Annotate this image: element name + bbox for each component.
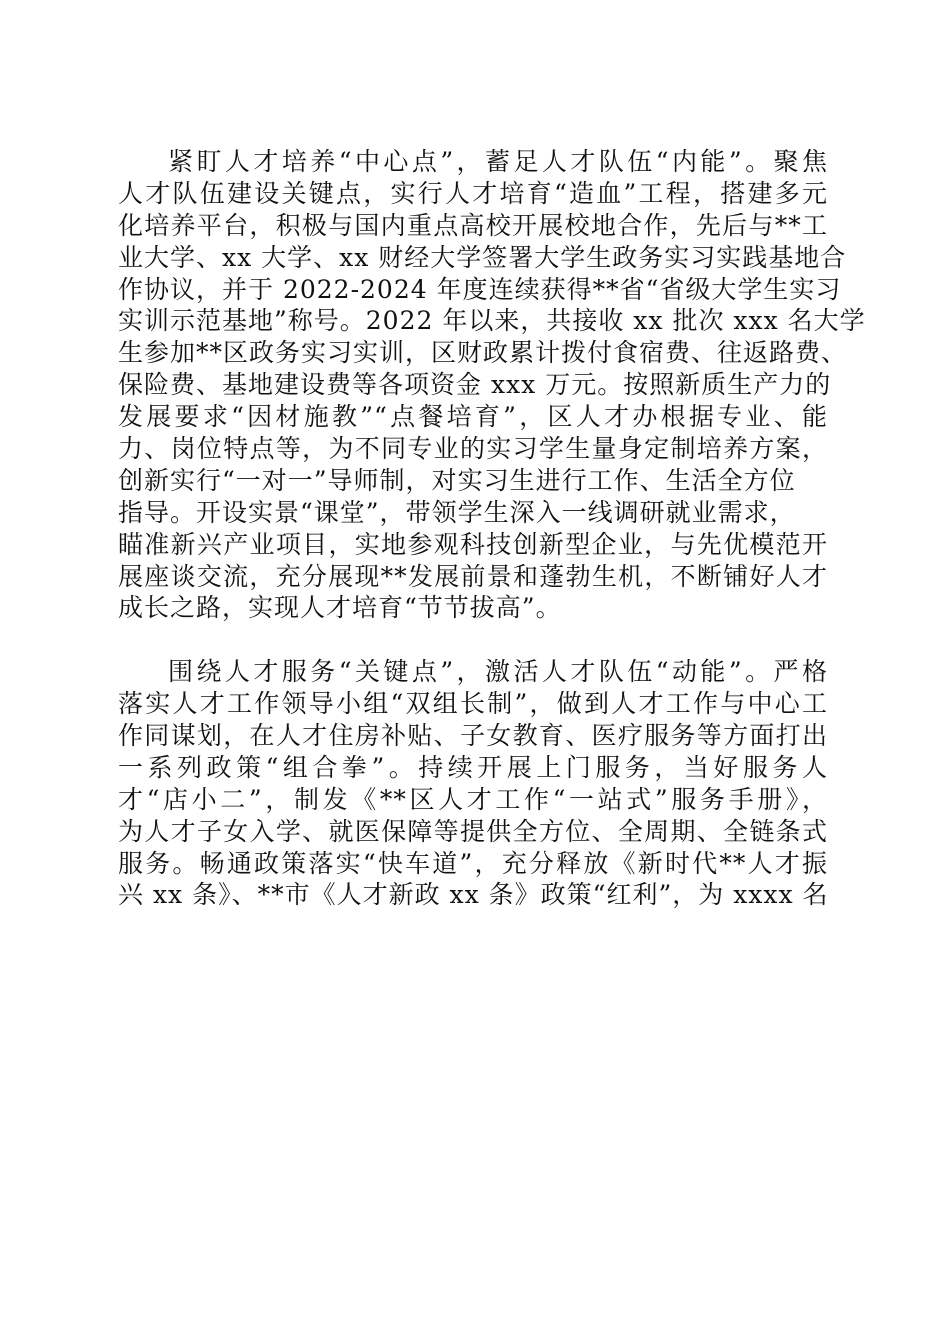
paragraph-line: 作同谋划，在人才住房补贴、子女教育、医疗服务等方面打出	[118, 721, 828, 751]
paragraph-line: 指导。开设实景“课堂”，带领学生深入一线调研就业需求，	[118, 497, 796, 527]
paragraph-line: 创新实行“一对一”导师制，对实习生进行工作、生活全方位	[118, 465, 796, 495]
paragraph-line: 力、岗位特点等，为不同专业的实习学生量身定制培养方案，	[118, 434, 828, 464]
paragraph-talent-training	[118, 146, 866, 624]
paragraph-line: 一系列政策“组合拳”。持续开展上门服务，当好服务人	[118, 752, 828, 782]
paragraph-line: 实训示范基地”称号。2022 年以来，共接收 xx 批次 xxx 名大学	[118, 306, 866, 336]
paragraph-line: 瞄准新兴产业项目，实地参观科技创新型企业，与先优模范开	[118, 529, 828, 559]
paragraph-line: 人才队伍建设关键点，实行人才培育“造血”工程，搭建多元	[118, 178, 828, 208]
paragraph-line: 成长之路，实现人才培育“节节拔高”。	[118, 593, 562, 623]
paragraph-line: 化培养平台，积极与国内重点高校开展校地合作，先后与**工	[118, 210, 828, 240]
paragraph-line: 展座谈交流，充分展现**发展前景和蓬勃生机，不断铺好人才	[118, 561, 828, 591]
paragraph-line: 紧盯人才培养“中心点”，蓄足人才队伍“内能”。聚焦	[168, 147, 828, 176]
paragraph-line: 围绕人才服务“关键点”，激活人才队伍“动能”。严格	[168, 657, 828, 687]
paragraph-line: 保险费、基地建设费等各项资金 xxx 万元。按照新质生产力的	[118, 370, 832, 400]
paragraph-line: 生参加**区政务实习实训，区财政累计拨付食宿费、往返路费、	[118, 338, 848, 368]
paragraph-line: 为人才子女入学、就医保障等提供全方位、全周期、全链条式	[118, 816, 828, 846]
paragraph-line: 落实人才工作领导小组“双组长制”，做到人才工作与中心工	[118, 689, 828, 719]
paragraph-line: 兴 xx 条》、**市《人才新政 xx 条》政策“红利”，为 xxxx 名	[118, 880, 829, 910]
paragraph-line: 才“店小二”，制发《**区人才工作“一站式”服务手册》，	[118, 784, 828, 814]
paragraph-spacer	[118, 624, 828, 656]
document-body	[118, 146, 866, 911]
paragraph-line: 业大学、xx 大学、xx 财经大学签署大学生政务实习实践基地合	[118, 242, 847, 272]
paragraph-line: 服务。畅通政策落实“快车道”，充分释放《新时代**人才振	[118, 848, 828, 878]
paragraph-line: 发展要求“因材施教”“点餐培育”，区人才办根据专业、能	[118, 402, 828, 432]
paragraph-line: 作协议，并于 2022-2024 年度连续获得**省“省级大学生实习	[118, 274, 842, 304]
paragraph-talent-service	[118, 656, 828, 911]
